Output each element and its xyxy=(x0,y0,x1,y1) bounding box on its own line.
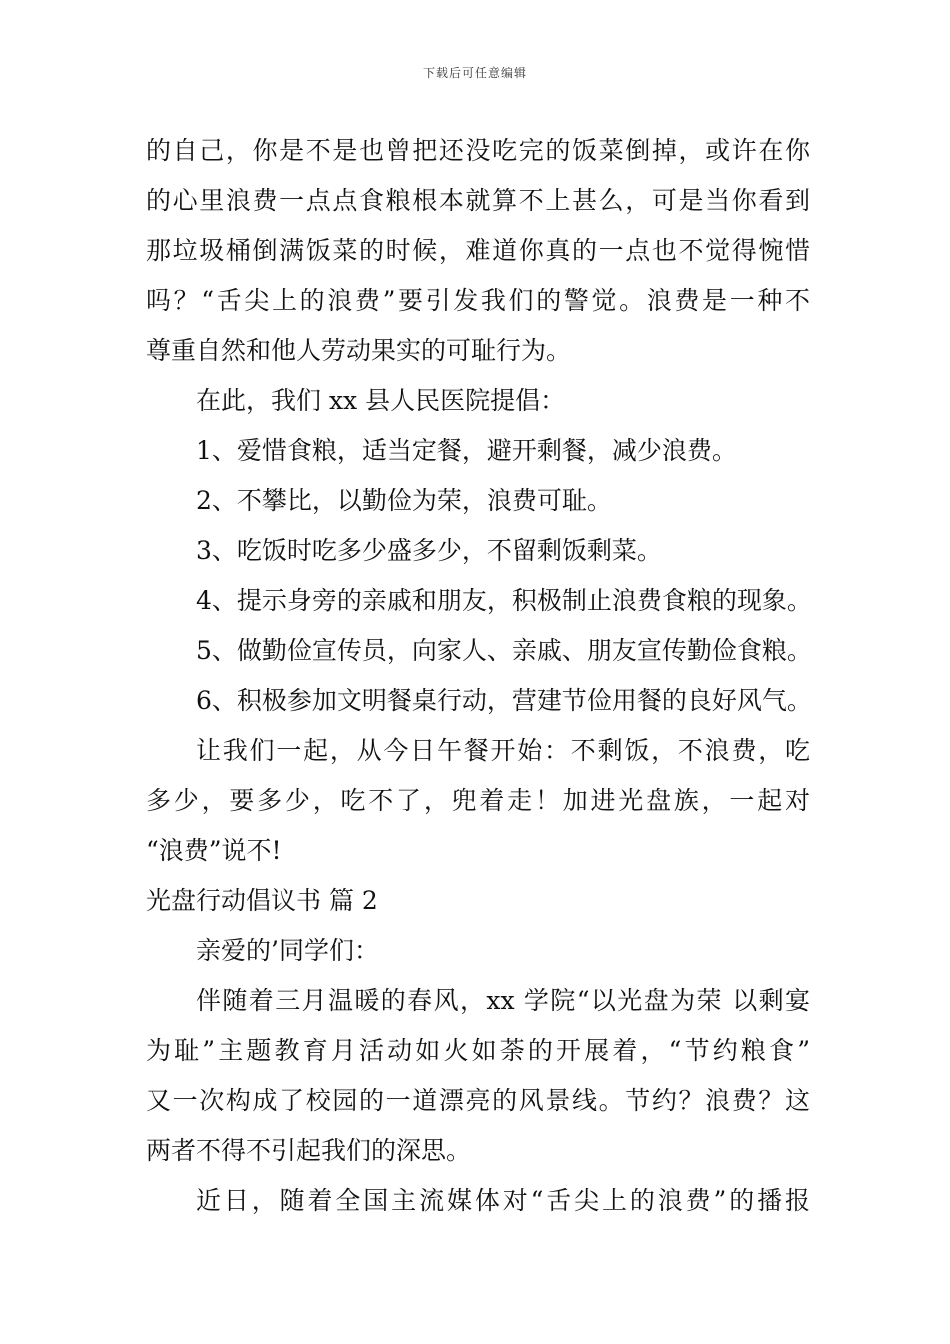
text-line: 3、吃饭时吃多少盛多少，不留剩饭剩菜。 xyxy=(196,536,662,565)
text-line: 亲爱的’同学们： xyxy=(196,936,379,965)
text-line: 又一次构成了校园的一道漂亮的风景线。节约？浪费？这 xyxy=(146,1086,810,1115)
text-line: 为耻”主题教育月活动如火如荼的开展着，“节约粮食” xyxy=(146,1036,810,1065)
text-line: 多少，要多少，吃不了，兜着走！加进光盘族，一起对 xyxy=(146,786,810,815)
text-line: 在此，我们 xx 县人民医院提倡： xyxy=(196,386,566,415)
text-line: 近日，随着全国主流媒体对“舌尖上的浪费”的播报 xyxy=(196,1186,810,1215)
text-line: 的心里浪费一点点食粮根本就算不上甚么，可是当你看到 xyxy=(146,186,810,215)
text-line: 1、爱惜食粮，适当定餐，避开剩餐，减少浪费。 xyxy=(196,436,737,465)
text-line: 光盘行动倡议书 篇 2 xyxy=(146,886,378,915)
text-line: 的自己，你是不是也曾把还没吃完的饭菜倒掉，或许在你 xyxy=(146,136,810,165)
text-line: 两者不得不引起我们的深思。 xyxy=(146,1136,472,1165)
text-line: 那垃圾桶倒满饭菜的时候，难道你真的一点也不觉得惋惜 xyxy=(146,236,810,265)
text-line: 6、积极参加文明餐桌行动，营建节俭用餐的良好风气。 xyxy=(196,686,812,715)
text-line: 5、做勤俭宣传员，向家人、亲戚、朋友宣传勤俭食粮。 xyxy=(196,636,812,665)
text-line: 2、不攀比，以勤俭为荣，浪费可耻。 xyxy=(196,486,612,515)
text-line: 吗？“舌尖上的浪费”要引发我们的警觉。浪费是一种不 xyxy=(146,286,810,315)
page-header: 下载后可任意编辑 xyxy=(422,66,527,80)
text-line: 让我们一起，从今日午餐开始：不剩饭，不浪费，吃 xyxy=(196,736,810,765)
text-line: 4、提示身旁的亲戚和朋友，积极制止浪费食粮的现象。 xyxy=(196,586,812,615)
document-body xyxy=(146,126,810,1226)
text-line: “浪费”说不! xyxy=(146,836,282,865)
text-line: 伴随着三月温暖的春风，xx 学院“以光盘为荣 以剩宴 xyxy=(196,986,810,1015)
text-line: 尊重自然和他人劳动果实的可耻行为。 xyxy=(146,336,572,365)
